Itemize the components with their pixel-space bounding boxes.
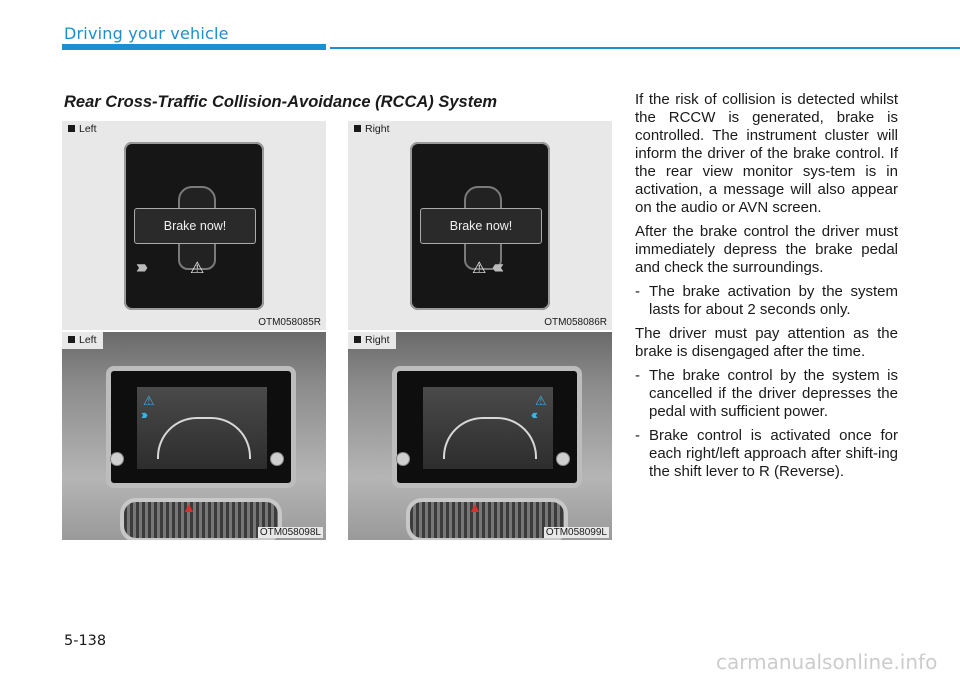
watermark: carmanualsonline.info xyxy=(716,650,938,674)
figure-tag xyxy=(348,332,396,349)
figure-tag xyxy=(348,121,396,138)
square-bullet-icon xyxy=(68,125,75,132)
list-item xyxy=(635,367,898,421)
figure-code: OTM058098L xyxy=(259,527,321,538)
cluster-screen xyxy=(410,142,550,310)
header-rule-thin xyxy=(330,47,960,49)
paragraph: After the brake control the driver must immediately depress the brake pedal and check the surroundings. xyxy=(635,223,898,276)
list-dash: - xyxy=(635,427,640,444)
figure-tag xyxy=(62,121,103,138)
parking-guide-line xyxy=(157,417,251,459)
list-item xyxy=(635,283,898,319)
rear-camera-view xyxy=(137,387,267,469)
square-bullet-icon xyxy=(354,125,361,132)
figure-cluster-right xyxy=(348,121,612,330)
warning-icon: ⚠ xyxy=(143,393,155,408)
figure-code: OTM058086R xyxy=(544,317,607,328)
brake-now-message: Brake now! xyxy=(420,208,542,244)
list-item xyxy=(635,427,898,481)
cluster-screen xyxy=(124,142,264,310)
section-title: Driving your vehicle xyxy=(64,24,229,43)
dashboard-photo xyxy=(348,332,612,540)
figure-code: OTM058099L xyxy=(545,527,607,538)
brake-now-message: Brake now! xyxy=(134,208,256,244)
knob-icon xyxy=(556,452,570,466)
figure-tag xyxy=(62,332,103,349)
hazard-icon: ▲ xyxy=(182,499,196,515)
list-item-subtext: The driver must pay attention as the brake is disengaged after the time. xyxy=(635,325,898,360)
warning-icon: ⚠ xyxy=(472,260,487,277)
avn-monitor xyxy=(106,366,296,488)
square-bullet-icon xyxy=(68,336,75,343)
paragraph: If the risk of collision is detected whilst the RCCW is generated, brake is controlled. The instrument cluster will inform the driver of the brake control. If the rear view monitor sys-tem is in activation, a message will also appear on the audio or AVN screen. xyxy=(635,91,898,216)
dashboard-photo xyxy=(62,332,326,540)
list-item-text: Brake control is activated once for each right/left approach after shift-ing the shift lever to R (Reverse). xyxy=(649,427,898,480)
figure-tag-label: Right xyxy=(365,334,390,346)
figure-tag-label: Left xyxy=(79,334,97,346)
page-heading: Rear Cross-Traffic Collision-Avoidance (RCCA) System xyxy=(64,93,498,111)
rear-camera-view xyxy=(423,387,553,469)
warning-icon: ⚠ xyxy=(190,260,205,277)
list-item-text: The brake activation by the system lasts for about 2 seconds only. xyxy=(649,283,898,318)
chevrons-left-icon: ‹‹‹ xyxy=(531,407,535,422)
figure-tag-label: Left xyxy=(79,123,97,135)
chevrons-right-icon: ››› xyxy=(141,407,145,422)
figure-cluster-left xyxy=(62,121,326,330)
warning-icon: ⚠ xyxy=(535,393,547,408)
knob-icon xyxy=(396,452,410,466)
page-number: 5-138 xyxy=(64,633,107,649)
list-dash: - xyxy=(635,367,640,384)
header-rule-thick xyxy=(62,44,326,50)
list-dash: - xyxy=(635,283,640,300)
list-item-text: The brake control by the system is cancelled if the driver depresses the pedal with sufficient power. xyxy=(649,367,898,420)
parking-guide-line xyxy=(443,417,537,459)
figure-tag-label: Right xyxy=(365,123,390,135)
knob-icon xyxy=(270,452,284,466)
figure-dashboard-left xyxy=(62,332,326,540)
figure-dashboard-right xyxy=(348,332,612,540)
figure-code: OTM058085R xyxy=(258,317,321,328)
square-bullet-icon xyxy=(354,336,361,343)
knob-icon xyxy=(110,452,124,466)
hazard-icon: ▲ xyxy=(468,499,482,515)
avn-monitor xyxy=(392,366,582,488)
body-text xyxy=(635,91,898,487)
chevrons-left-icon: ‹‹‹‹ xyxy=(492,257,500,277)
chevrons-right-icon: ›››› xyxy=(136,257,144,277)
